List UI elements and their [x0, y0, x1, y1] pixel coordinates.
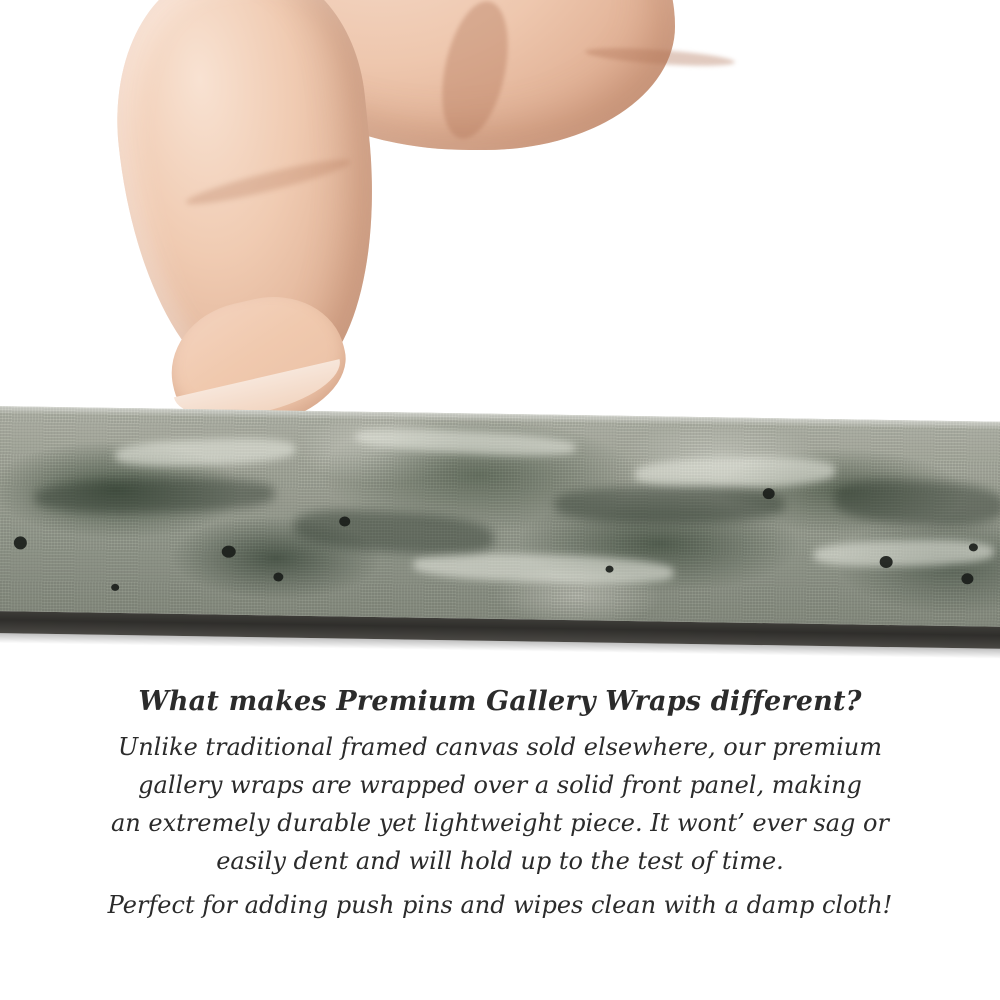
paint-speck	[763, 488, 775, 499]
paint-streak-dark	[555, 486, 785, 522]
paint-speck	[273, 572, 283, 581]
paint-speck	[111, 584, 119, 591]
knuckle-crease	[431, 0, 519, 145]
caption-closing-line: Perfect for adding push pins and wipes clean with a damp cloth!	[107, 891, 893, 919]
gallery-wrap-canvas	[0, 406, 1000, 654]
paint-speck	[605, 566, 613, 573]
caption-line: easily dent and will hold up to the test of time.	[216, 847, 784, 875]
hand-pressing-canvas	[105, 0, 665, 430]
paint-speck	[969, 543, 978, 551]
knuckle-crease	[585, 45, 736, 69]
paint-speck	[222, 546, 236, 558]
paint-speck	[339, 516, 350, 526]
canvas-printed-face	[0, 406, 1000, 627]
caption-line: Unlike traditional framed canvas sold elsewhere, our premium	[117, 733, 882, 761]
caption-line: an extremely durable yet lightweight piece. It wont’ ever sag or	[111, 809, 889, 837]
index-finger	[102, 0, 395, 402]
finger-crease	[184, 153, 353, 212]
caption-title: What makes Premium Gallery Wraps different?	[138, 686, 862, 717]
paint-speck	[961, 573, 973, 584]
caption-block	[0, 686, 1000, 924]
caption-line: gallery wraps are wrapped over a solid front panel, making	[138, 771, 862, 799]
